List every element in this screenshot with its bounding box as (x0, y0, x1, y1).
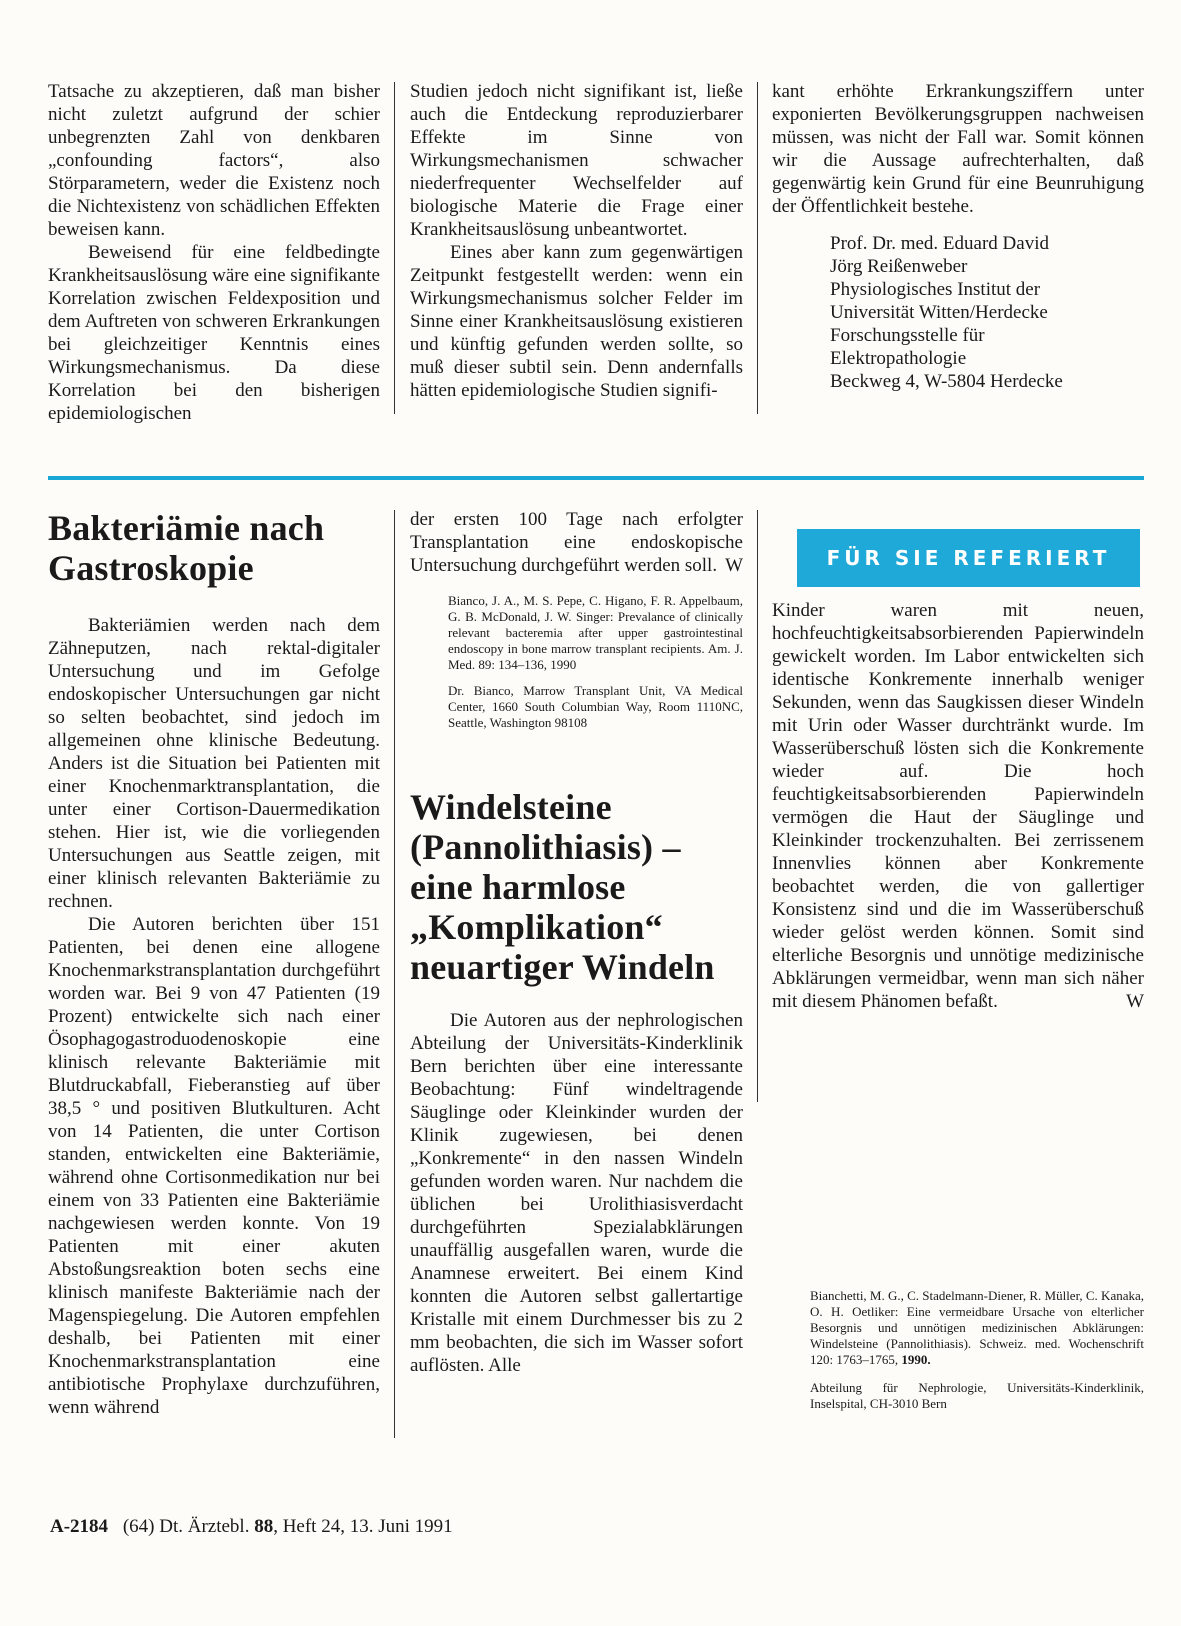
author-signature (830, 232, 1144, 393)
reference: Bianco, J. A., M. S. Pepe, C. Higano, F. R. Appelbaum, G. B. McDonald, J. W. Singer: Prevalance of clinically relevant bacteremia after upper gastrointestinal endoscopy in bone marrow transplant recipients. Am. J. Med. 89: 134–136, 1990 (448, 593, 743, 672)
section-banner: FÜR SIE REFERIERT (797, 529, 1140, 587)
column-divider (757, 82, 758, 414)
reference-year: 1990. (901, 1352, 931, 1367)
paragraph: Die Autoren berichten über 151 Patienten, bei denen eine allogene Knochenmarkstransplantation durchgeführt worden war. Bei 9 von 47 Patienten (19 Prozent) entwickelte sich nach einer Ösophagogastroduodenoskopie eine klinisch relevante Bakteriämie mit Blutdruckabfall, Fieberanstieg auf über 38,5 ° und positiven Blutkulturen. Acht von 14 Patienten, die unter Cortison standen, entwickelten eine Bakteriämie, während ohne Cortisonmedikation nur bei einem von 33 Patienten eine Bakteriämie nachgewiesen werden konnte. Von 19 Patienten mit einer akuten Abstoßungsreaktion boten sechs eine klinisch manifeste Bakteriämie nach der Magenspiegelung. Die Autoren empfehlen deshalb, bei Patienten mit einer Knochenmarkstransplantation eine antibiotische Prophylaxe durchzuführen, wenn während (48, 914, 380, 1418)
signature-line: Physiologisches Institut der (830, 279, 1041, 300)
paragraph: Studien jedoch nicht signifikant ist, ließe auch die Entdeckung reproduzierbarer Effekte im Sinne von Wirkungsmechanismen schwacher niederfrequenter Wechselfelder auf biologische Materie die Frage einer Krankheitsauslösung unbeantwortet. (410, 81, 743, 240)
footer-volume: 88 (254, 1516, 274, 1537)
page-footer (50, 1516, 453, 1538)
middle-column (410, 508, 743, 1377)
paragraph: Eines aber kann zum gegenwärtigen Zeitpunkt festgestellt werden: wenn ein Wirkungsmechanismus solcher Felder im Sinne einer Krankheitsauslösung existieren und künftig gefunden werden sollte, so muß dieser subtil sein. Denn andernfalls hätten epidemiologische Studien signifi- (410, 242, 743, 401)
author-initial: W (1126, 991, 1144, 1012)
signature-line: Beckweg 4, W-5804 Herdecke (830, 371, 1063, 392)
reference (810, 1288, 1144, 1368)
reference-text: Bianchetti, M. G., C. Stadelmann-Diener, R. Müller, C. Kanaka, O. H. Oetliker: Eine vermeidbare Ursache von elterlicher Besorgnis und unnötigen medizinischen Abklärungen: Windelsteine (Pannolithiasis). Schweiz. med. Wochenschrift 120: 1763–1765, (810, 1288, 1145, 1367)
article2-continuation: Kinder waren mit neuen, hochfeuchtigkeitsabsorbierenden Papierwindeln gewickelt worden. Im Labor entwickelten sich identische Konkremente innerhalb weniger Sekunden, wenn das Saugkissen dieser Windeln mit Urin oder Wasser durchtränkt wurde. Im Wasserüberschuß lösten sich die Konkremente wieder auf. Die hoch feuchtigkeitsabsorbierenden Papierwindeln vermögen die Haut der Säuglinge und Kleinkinder trockenzuhalten. Bei zerrissenem Innenvlies können aber Konkremente beobachtet werden, die von gallertiger Konsistenz sind und die im Wasserüberschuß wieder gelöst werden können. Somit sind elterliche Besorgnis und unnötige medizinische Abklärungen vermeidbar, wenn man sich näher mit diesem Phänomen befaßt. (772, 600, 1144, 1012)
signature-line: Jörg Reißenweber (830, 256, 968, 277)
signature-line: Prof. Dr. med. Eduard David (830, 233, 1049, 254)
footer-issue: , Heft 24, 13. Juni 1991 (273, 1516, 453, 1537)
column-divider (394, 510, 395, 1438)
signature-line: Forschungsstelle für (830, 325, 985, 346)
article2-references (810, 1288, 1144, 1412)
article1-continuation: der ersten 100 Tage nach erfolgter Transplantation eine endoskopische Untersuchung durchgeführt werden soll. (410, 509, 743, 576)
top-column-2 (410, 80, 743, 402)
paragraph: kant erhöhte Erkrankungsziffern unter exponierten Bevölkerungsgruppen nachweisen müssen, was nicht der Fall war. Somit können wir die Aussage aufrechterhalten, daß gegenwärtig kein Grund für eine Beunruhigung der Öffentlichkeit bestehe. (772, 81, 1144, 217)
paragraph: Bakteriämien werden nach dem Zähneputzen, nach rektal-digitaler Untersuchung und im Gefolge endoskopischer Untersuchungen gar nicht so selten beobachtet, sind jedoch im allgemeinen ohne klinische Bedeutung. Anders ist die Situation bei Patienten mit einer Knochenmarktransplantation, die unter einer Cortison-Dauermedikation stehen. Hier ist, wie die vorliegenden Untersuchungen aus Seattle zeigen, mit einer klinisch relevanten Bakteriämie zu rechnen. (48, 615, 380, 912)
page-number: A-2184 (50, 1516, 109, 1537)
paragraph: Tatsache zu akzeptieren, daß man bisher nicht zuletzt aufgrund der schier unbegrenzten Zahl von denkbaren „confounding factors“, also Störparametern, weder die Existenz noch die Nichtexistenz von schädlichen Effekten beweisen kann. (48, 81, 380, 240)
author-initial: W (725, 555, 743, 576)
right-column (772, 599, 1144, 1013)
paragraph: Beweisend für eine feldbedingte Krankheitsauslösung wäre eine signifikante Korrelation zwischen Feldexposition und dem Auftreten von schweren Erkrankungen bei gleichzeitiger Kenntnis eines Wirkungsmechanismus. Da diese Korrelation bei den bisherigen epidemiologischen (48, 242, 380, 424)
reference-address: Dr. Bianco, Marrow Transplant Unit, VA Medical Center, 1660 South Columbian Way, Room 1110NC, Seattle, Washington 98108 (448, 683, 743, 730)
signature-line: Elektropathologie (830, 348, 967, 369)
footer-source: (64) Dt. Ärztebl. (122, 1516, 250, 1537)
top-column-1 (48, 80, 380, 425)
article1-column (48, 508, 380, 1419)
section-divider (48, 476, 1144, 480)
top-column-3 (772, 80, 1144, 393)
signature-line: Universität Witten/Herdecke (830, 302, 1048, 323)
article1-headline: Bakteriämie nach Gastroskopie (48, 508, 325, 588)
article2-headline: Windelsteine (Pannolithiasis) – eine harmlose „Komplikation“ neuartiger Windeln (410, 787, 715, 987)
paragraph: Die Autoren aus der nephrologischen Abteilung der Universitäts-Kinderklinik Bern berichten über eine interessante Beobachtung: Fünf windeltragende Säuglinge oder Kleinkinder wurden der Klinik zugewiesen, bei denen „Konkremente“ in den nassen Windeln gefunden worden waren. Nur nachdem die üblichen bei Urolithiasisverdacht durchgeführten Spezialabklärungen unauffällig ausgefallen waren, wurde die Anamnese erweitert. Bei einem Kind konnten die Autoren selbst gallertartige Kristalle mit einem Durchmesser bis zu 2 mm beobachten, die sich im Wasser sofort auflösten. Alle (410, 1010, 743, 1376)
column-divider (394, 82, 395, 414)
reference-address: Abteilung für Nephrologie, Universitäts-Kinderklinik, Inselspital, CH-3010 Bern (810, 1380, 1144, 1411)
column-divider (757, 510, 758, 1102)
